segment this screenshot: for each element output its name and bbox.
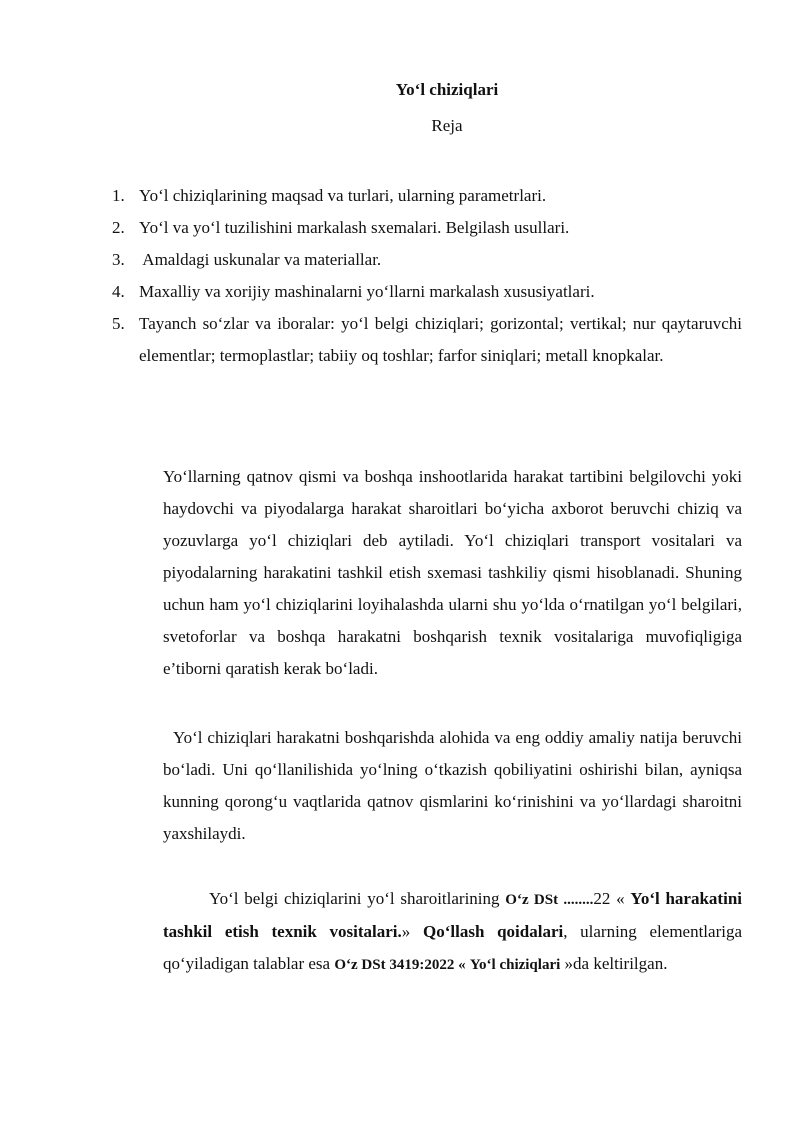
paragraph-text: »da keltirilgan. xyxy=(560,954,668,973)
plan-item-number: 5. xyxy=(112,314,125,333)
paragraph-text: , ularning elementlariga qo‘yiladigan talablar esa xyxy=(163,922,743,973)
paragraph-text: 22 « xyxy=(593,889,631,908)
plan-item-number: 4. xyxy=(112,282,125,301)
document-title: Yo‘l chiziqlari xyxy=(395,80,499,99)
plan-item xyxy=(112,276,742,308)
plan-item-number: 1. xyxy=(112,186,125,205)
plan-list xyxy=(112,180,742,372)
plan-item xyxy=(112,308,742,372)
body-paragraph-2: Yo‘l chiziqlari harakatni boshqarishda alohida va eng oddiy amaliy natija beruvchi bo‘ladi. Uni qo‘llanilishida yo‘lning o‘tkazish qobiliyatini oshirishi bilan, ayniqsa kunning qorong‘u vaqtlarida qatnov qismlarini ko‘rinishini va yo‘llardagi sharoitni yaxshilaydi. xyxy=(163,728,742,843)
standard-title: Yo‘l chiziqlari xyxy=(469,957,561,973)
body-paragraph-1: Yo‘llarning qatnov qismi va boshqa inshootlarida harakat tartibini belgilovchi yoki haydovchi va piyodalarga harakat sharoitlari bo‘yicha axborot beruvchi chiziq va yozuvlarga yo‘l chiziqlari deb aytiladi. Yo‘l chiziqlari transport vositalari va piyodalarning harakatini tashkil etish sxemasi tashkiliy qismi hisoblanadi. Shuning uchun ham yo‘l chiziqlarini loyihalashda ularni shu yo‘lda o‘rnatilgan yo‘l belgilari, svetoforlar va boshqa harakatni boshqarish texnik vositalariga muvofiqligiga e’tiborni qaratish kerak bo‘ladi. xyxy=(163,467,742,678)
paragraph-text: » xyxy=(401,922,423,941)
plan-item-text: Amaldagi uskunalar va materiallar. xyxy=(139,250,382,269)
standard-reference: O‘z DSt ........ xyxy=(505,892,594,908)
document-subtitle: Reja xyxy=(431,116,463,135)
plan-item-text: Yo‘l va yo‘l tuzilishini markalash sxemalari. Belgilash usullari. xyxy=(139,218,570,237)
plan-item xyxy=(112,244,742,276)
plan-item-number: 3. xyxy=(112,250,125,269)
standard-reference: O‘z DSt 3419:2022 « xyxy=(334,957,466,973)
plan-item-number: 2. xyxy=(112,218,125,237)
emphasis-text: Yo‘l harakatini tashkil etish texnik vositalari. xyxy=(163,889,742,941)
emphasis-text: Qo‘llash qoidalari xyxy=(423,922,564,941)
plan-item-text: Yo‘l chiziqlarining maqsad va turlari, ularning parametrlari. xyxy=(139,186,547,205)
body-paragraph-3 xyxy=(163,883,742,981)
plan-item-text: Tayanch so‘zlar va iboralar: yo‘l belgi chiziqlari; gorizontal; vertikal; nur qaytaruvchi elementlar; termoplastlar; tabiiy oq toshlar; farfor siniqlari; metall knopkalar. xyxy=(139,314,742,365)
plan-item xyxy=(112,212,742,244)
plan-item xyxy=(112,180,742,212)
plan-item-text: Maxalliy va xorijiy mashinalarni yo‘llarni markalash xususiyatlari. xyxy=(139,282,595,301)
paragraph-text: Yo‘l belgi chiziqlarini yo‘l sharoitlarining xyxy=(209,889,506,908)
